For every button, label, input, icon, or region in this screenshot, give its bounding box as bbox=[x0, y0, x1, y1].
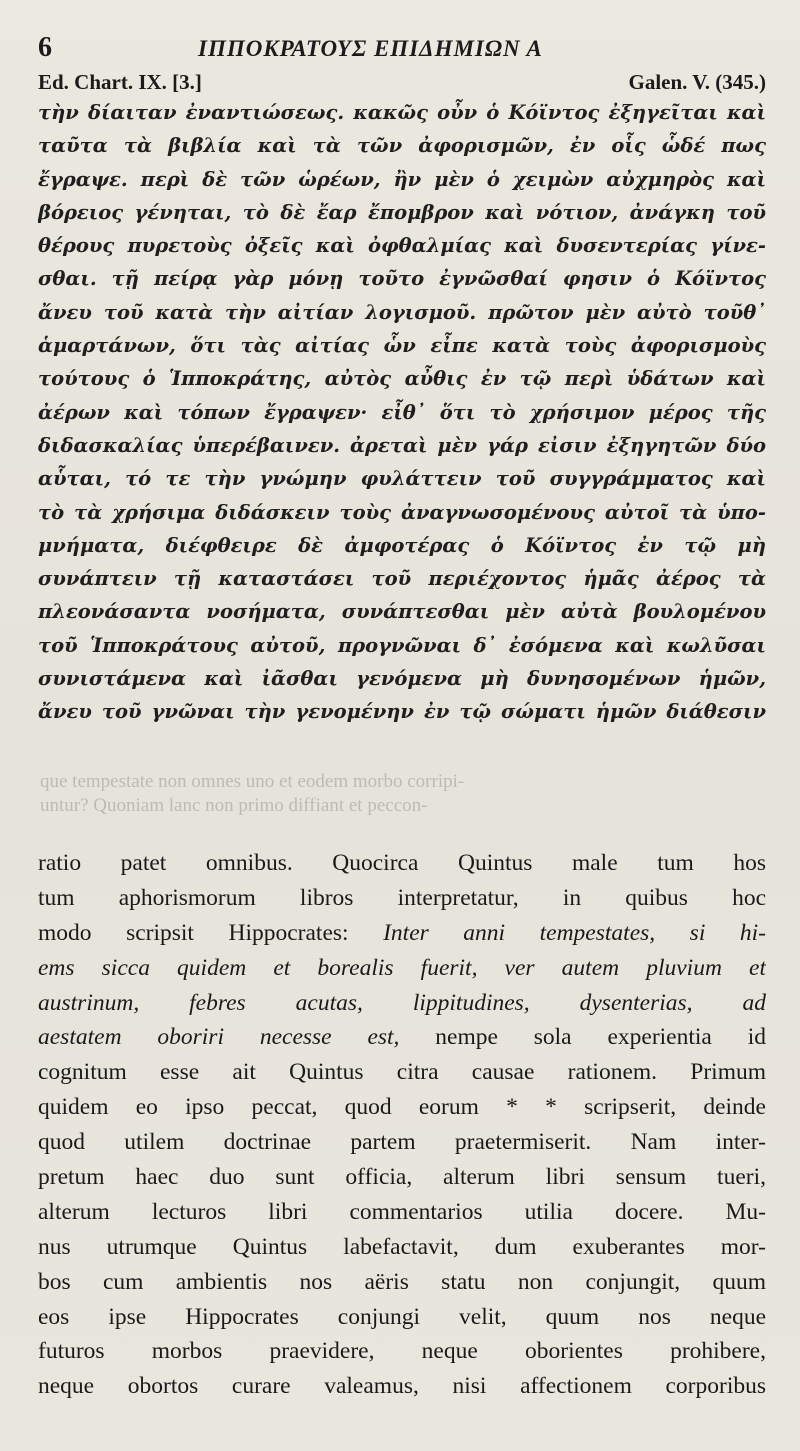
latin-segment: quod utilem doctrinae partem praetermiserit. Nam inter- bbox=[38, 1129, 766, 1156]
greek-text-block bbox=[38, 96, 766, 729]
latin-italic-segment: Inter anni tempestates, si hi- bbox=[383, 919, 766, 946]
latin-segment: cognitum esse ait Quintus citra causae rationem. Primum bbox=[38, 1059, 766, 1086]
greek-text-line: ἄνευ τοῦ γνῶναι τὴν γενομένην ἐν τῷ σώματι ἡμῶν διάθεσιν bbox=[38, 700, 766, 724]
latin-segment: neque obortos curare valeamus, nisi affectionem corporibus bbox=[38, 1373, 766, 1400]
greek-text-line: τούτους ὁ Ἱπποκράτης, αὐτὸς αὖθις ἐν τῷ περὶ ὑδάτων καὶ bbox=[38, 367, 766, 391]
latin-text-block bbox=[38, 846, 766, 1404]
greek-text-line: συνάπτειν τῇ καταστάσει τοῦ περιέχοντος ἡμᾶς ἀέρος τὰ bbox=[38, 567, 766, 591]
latin-italic-segment: austrinum, febres acutas, lippitudines, dysenterias, ad bbox=[38, 989, 766, 1016]
latin-italic-segment: aestatem oboriri necesse est, bbox=[38, 1024, 400, 1051]
page-number: 6 bbox=[38, 32, 52, 63]
greek-text-line: ἀέρων καὶ τόπων ἔγραψεν· εἶθ᾽ ὅτι τὸ χρήσιμον μέρος τῆς bbox=[38, 400, 766, 424]
latin-text-line bbox=[38, 1230, 766, 1265]
latin-text-line bbox=[38, 1334, 766, 1369]
latin-text-line bbox=[38, 986, 766, 1021]
show-through-line: untur? Quoniam lanc non primo diffiant et peccon- bbox=[40, 795, 428, 816]
latin-segment: nempe sola experientia id bbox=[399, 1024, 766, 1051]
greek-text-line: ἄνευ τοῦ κατὰ τὴν αἰτίαν λογισμοῦ. πρῶτον μὲν αὐτὸ τοῦθ᾽ bbox=[38, 300, 766, 324]
greek-text-line: διδασκαλίας ὑπερέβαινεν. ἀρεταὶ μὲν γάρ εἰσιν ἐξηγητῶν δύο bbox=[38, 433, 766, 457]
greek-text-line: βόρειος γένηται, τὸ δὲ ἔαρ ἔπομβρον καὶ νότιον, ἀνάγκη τοῦ bbox=[38, 200, 766, 224]
latin-segment: tum aphorismorum libros interpretatur, in quibus hoc bbox=[38, 884, 766, 911]
latin-text-line bbox=[38, 1160, 766, 1195]
greek-text-line: αὗται, τό τε τὴν γνώμην φυλάττειν τοῦ συγγράμματος καὶ bbox=[38, 467, 766, 491]
latin-segment: alterum lecturos libri commentarios utilia docere. Mu- bbox=[38, 1198, 766, 1225]
latin-text-line bbox=[38, 846, 766, 881]
latin-text-line bbox=[38, 1090, 766, 1125]
greek-text-line: σθαι. τῇ πείρᾳ γὰρ μόνῃ τοῦτο ἐγνῶσθαί φησιν ὁ Κόϊντος bbox=[38, 267, 766, 291]
greek-text-line: τὸ τὰ χρήσιμα διδάσκειν τοὺς ἀναγνωσομένους αὐτοῖ τὰ ὑπο- bbox=[38, 500, 766, 524]
show-through-text bbox=[40, 770, 768, 818]
greek-text-line: μνήματα, διέφθειρε δὲ ἀμφοτέρας ὁ Κόϊντος ἐν τῷ μὴ bbox=[38, 533, 766, 557]
latin-text-line bbox=[38, 1300, 766, 1335]
greek-text-line: θέρους πυρετοὺς ὀξεῖς καὶ ὀφθαλμίας καὶ δυσεντερίας γίνε- bbox=[38, 234, 766, 258]
latin-italic-segment: ems sicca quidem et borealis fuerit, ver autem pluvium et bbox=[38, 954, 766, 981]
greek-text-line: συνιστάμενα καὶ ἰᾶσθαι γενόμενα μὴ δυνησομένων ἡμῶν, bbox=[38, 667, 766, 691]
edition-reference-galen: Galen. V. (345.) bbox=[628, 70, 766, 94]
latin-text-line bbox=[38, 1055, 766, 1090]
latin-text-line bbox=[38, 1265, 766, 1300]
edition-references bbox=[38, 70, 766, 96]
latin-text-line bbox=[38, 1020, 766, 1055]
latin-segment: bos cum ambientis nos aëris statu non conjungit, quum bbox=[38, 1268, 766, 1295]
page-header bbox=[38, 30, 768, 66]
latin-text-line bbox=[38, 916, 766, 951]
greek-text-line: τὴν δίαιταν ἐναντιώσεως. κακῶς οὖν ὁ Κόϊντος ἐξηγεῖται καὶ bbox=[38, 101, 766, 124]
latin-text-line bbox=[38, 881, 766, 916]
latin-segment: quidem eo ipso peccat, quod eorum * * scripserit, deinde bbox=[38, 1094, 766, 1121]
latin-segment: eos ipse Hippocrates conjungi velit, quum nos neque bbox=[38, 1303, 766, 1330]
edition-reference-chartier: Ed. Chart. IX. [3.] bbox=[38, 70, 202, 94]
latin-segment: pretum haec duo sunt officia, alterum libri sensum tueri, bbox=[38, 1164, 766, 1191]
latin-segment: ratio patet omnibus. Quocirca Quintus male tum hos bbox=[38, 850, 766, 876]
greek-text-line: τοῦ Ἱπποκράτους αὐτοῦ, προγνῶναι δ᾽ ἐσόμενα καὶ κωλῦσαι bbox=[38, 633, 766, 657]
greek-text-line: ἁμαρτάνων, ὅτι τὰς αἰτίας ὧν εἶπε κατὰ τοὺς ἀφορισμοὺς bbox=[38, 334, 766, 358]
greek-text-line: ἔγραψε. περὶ δὲ τῶν ὡρέων, ἢν μὲν ὁ χειμὼν αὐχμηρὸς καὶ bbox=[38, 167, 766, 191]
greek-text-line: ταῦτα τὰ βιβλία καὶ τὰ τῶν ἀφορισμῶν, ἐν οἷς ὧδέ πως bbox=[38, 134, 766, 158]
latin-segment: nus utrumque Quintus labefactavit, dum exuberantes mor- bbox=[38, 1233, 766, 1260]
greek-text-line: πλεονάσαντα νοσήματα, συνάπτεσθαι μὲν αὐτὰ βουλομένου bbox=[38, 600, 766, 624]
running-title: ΙΠΠΟΚΡΑΤΟΥΣ ΕΠΙΔΗΜΙΩΝ Α bbox=[198, 36, 543, 61]
show-through-line: que tempestate non omnes uno et eodem morbo corripi- bbox=[40, 771, 465, 792]
latin-segment: futuros morbos praevidere, neque oborientes prohibere, bbox=[38, 1338, 766, 1365]
latin-segment: modo scripsit Hippocrates: bbox=[38, 919, 384, 946]
latin-text-line bbox=[38, 951, 766, 986]
latin-text-line bbox=[38, 1195, 766, 1230]
latin-text-line bbox=[38, 1125, 766, 1160]
latin-text-line bbox=[38, 1369, 766, 1404]
